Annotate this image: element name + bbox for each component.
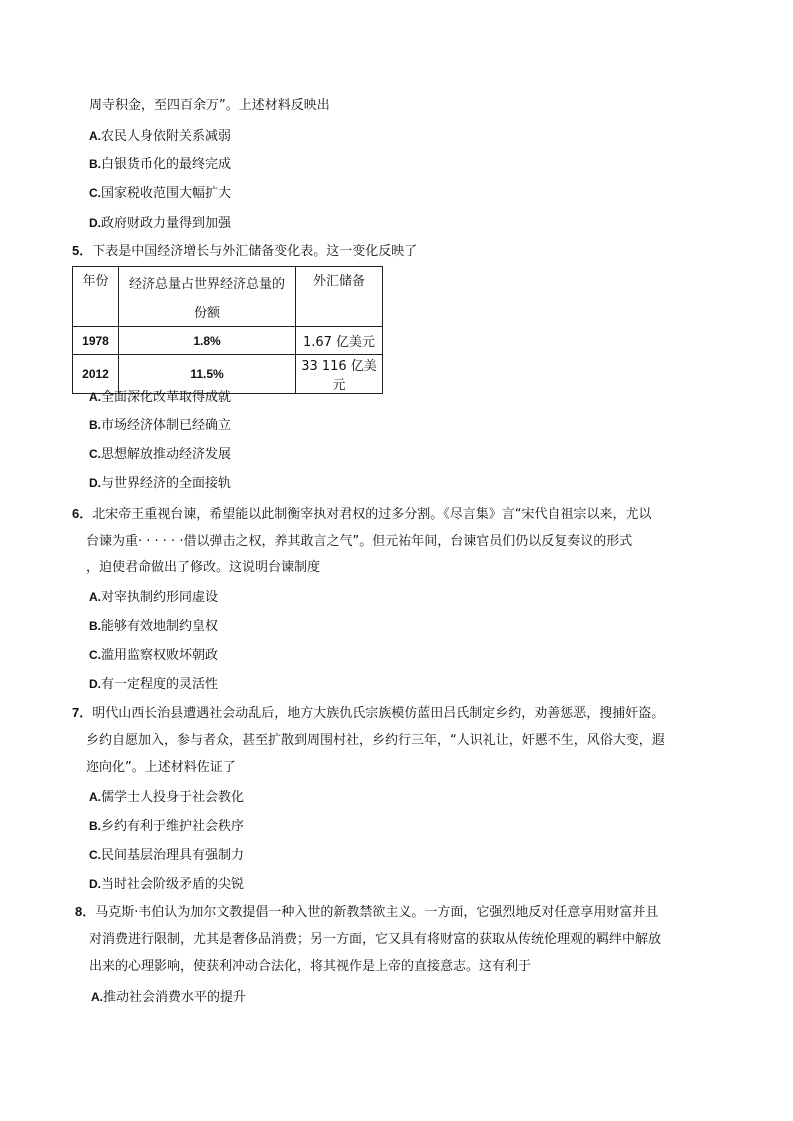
table-cell-reserves: 1.67 亿美元 <box>296 327 383 355</box>
option-letter: B. <box>89 819 101 833</box>
option-letter: B. <box>89 157 101 171</box>
option-text: 能够有效地制约皇权 <box>101 619 219 634</box>
table-header-share-cont: 份额 <box>119 298 296 327</box>
q8-stem-line-2: 对消费进行限制，尤其是奢侈品消费；另一方面，它又具有将财富的获取从传统伦理观的羁绊中解放 <box>89 932 662 947</box>
q7-option-c[interactable] <box>89 846 244 865</box>
option-letter: C. <box>89 447 101 461</box>
option-text: 思想解放推动经济发展 <box>101 447 232 462</box>
q5-stem <box>72 242 417 261</box>
q8-stem-line-3: 出来的心理影响，使获利冲动合法化，将其视作是上帝的直接意志。这有利于 <box>89 959 532 974</box>
q4-option-a[interactable] <box>89 127 231 146</box>
q4-option-c[interactable] <box>89 184 231 203</box>
question-text: 下表是中国经济增长与外汇储备变化表。这一变化反映了 <box>92 244 418 259</box>
q5-option-b[interactable] <box>89 416 231 435</box>
q7-option-a[interactable] <box>89 788 244 807</box>
option-text: 与世界经济的全面接轨 <box>101 476 232 491</box>
q7-stem-line-1 <box>72 704 664 723</box>
q7-stem-line-2: 乡约自愿加入，参与者众，甚至扩散到周围村社，乡约行三年，“人识礼让，奸慝不生，风俗大变，遐 <box>86 733 665 748</box>
option-text: 乡约有利于维护社会秩序 <box>101 819 245 834</box>
q4-stem-tail: 周寺积金，至四百余万”。上述材料反映出 <box>89 98 330 113</box>
option-letter: D. <box>89 476 101 490</box>
option-text: 滥用监察权败坏朝政 <box>101 648 219 663</box>
q4-option-d[interactable] <box>89 214 231 233</box>
option-letter: B. <box>89 619 101 633</box>
q4-option-b[interactable] <box>89 155 231 174</box>
table-cell-reserves: 33 116 亿美元 <box>296 355 383 394</box>
q6-stem-line-2: 台谏为重· · · · · ·借以弹击之权，养其敢言之气”。但元祐年间，台谏官员们仍以反复奏议的形式 <box>86 534 633 549</box>
option-text: 政府财政力量得到加强 <box>101 216 232 231</box>
option-text: 儒学士人投身于社会教化 <box>101 790 245 805</box>
q6-stem-line-1 <box>72 505 651 524</box>
option-text: 市场经济体制已经确立 <box>101 418 232 433</box>
q7-option-b[interactable] <box>89 817 244 836</box>
option-text: 全面深化改革取得成就 <box>101 390 232 405</box>
q6-option-b[interactable] <box>89 617 218 636</box>
q7-stem-line-3: 迩向化”。上述材料佐证了 <box>86 760 236 775</box>
table-cell-share: 11.5% <box>119 355 296 394</box>
q5-data-table <box>72 266 383 394</box>
option-letter: B. <box>89 418 101 432</box>
option-letter: A. <box>89 790 101 804</box>
option-text: 民间基层治理具有强制力 <box>101 848 245 863</box>
option-letter: C. <box>89 848 101 862</box>
option-text: 有一定程度的灵活性 <box>101 677 219 692</box>
q6-stem-line-3: ，迫使君命做出了修改。这说明台谏制度 <box>86 560 321 575</box>
table-cell-year: 1978 <box>73 327 119 355</box>
table-header-reserves: 外汇储备 <box>296 267 383 327</box>
table-cell-share: 1.8% <box>119 327 296 355</box>
option-letter: D. <box>89 877 101 891</box>
table-header-year: 年份 <box>73 267 119 327</box>
question-number: 6． <box>72 506 93 521</box>
q7-option-d[interactable] <box>89 875 244 894</box>
option-text: 对宰执制约形同虚设 <box>101 590 219 605</box>
q5-option-d[interactable] <box>89 474 231 493</box>
option-letter: D. <box>89 216 101 230</box>
question-number: 7． <box>72 705 93 720</box>
option-letter: D. <box>89 677 101 691</box>
option-letter: A. <box>89 590 101 604</box>
q6-option-d[interactable] <box>89 675 218 694</box>
option-letter: A. <box>91 990 103 1004</box>
option-text: 当时社会阶级矛盾的尖锐 <box>101 877 245 892</box>
option-text: 农民人身依附关系减弱 <box>101 129 232 144</box>
option-letter: A. <box>89 390 101 404</box>
option-text: 推动社会消费水平的提升 <box>103 990 247 1005</box>
q8-option-a[interactable] <box>91 988 246 1007</box>
option-letter: C. <box>89 648 101 662</box>
option-letter: C. <box>89 186 101 200</box>
question-text: 明代山西长治县遭遇社会动乱后，地方大族仇氏宗族模仿蓝田吕氏制定乡约，劝善惩恶，搜捕奸盗。 <box>92 706 665 721</box>
q6-option-c[interactable] <box>89 646 218 665</box>
question-number: 5． <box>72 243 93 258</box>
option-letter: A. <box>89 129 101 143</box>
question-text: 马克斯·韦伯认为加尔文教提倡一种入世的新教禁欲主义。一方面，它强烈地反对任意享用财富并且 <box>95 905 659 920</box>
option-text: 国家税收范围大幅扩大 <box>101 186 232 201</box>
table-header-share: 经济总量占世界经济总量的 <box>119 267 296 298</box>
question-number: 8． <box>75 904 96 919</box>
q6-option-a[interactable] <box>89 588 218 607</box>
q8-stem-line-1 <box>75 903 658 922</box>
q5-option-a[interactable] <box>89 388 231 407</box>
table-cell-year: 2012 <box>73 355 119 394</box>
question-text: 北宋帝王重视台谏，希望能以此制衡宰执对君权的过多分割。《尽言集》言“宋代自祖宗以来，尤以 <box>92 507 652 522</box>
q5-option-c[interactable] <box>89 445 231 464</box>
option-text: 白银货币化的最终完成 <box>101 157 232 172</box>
